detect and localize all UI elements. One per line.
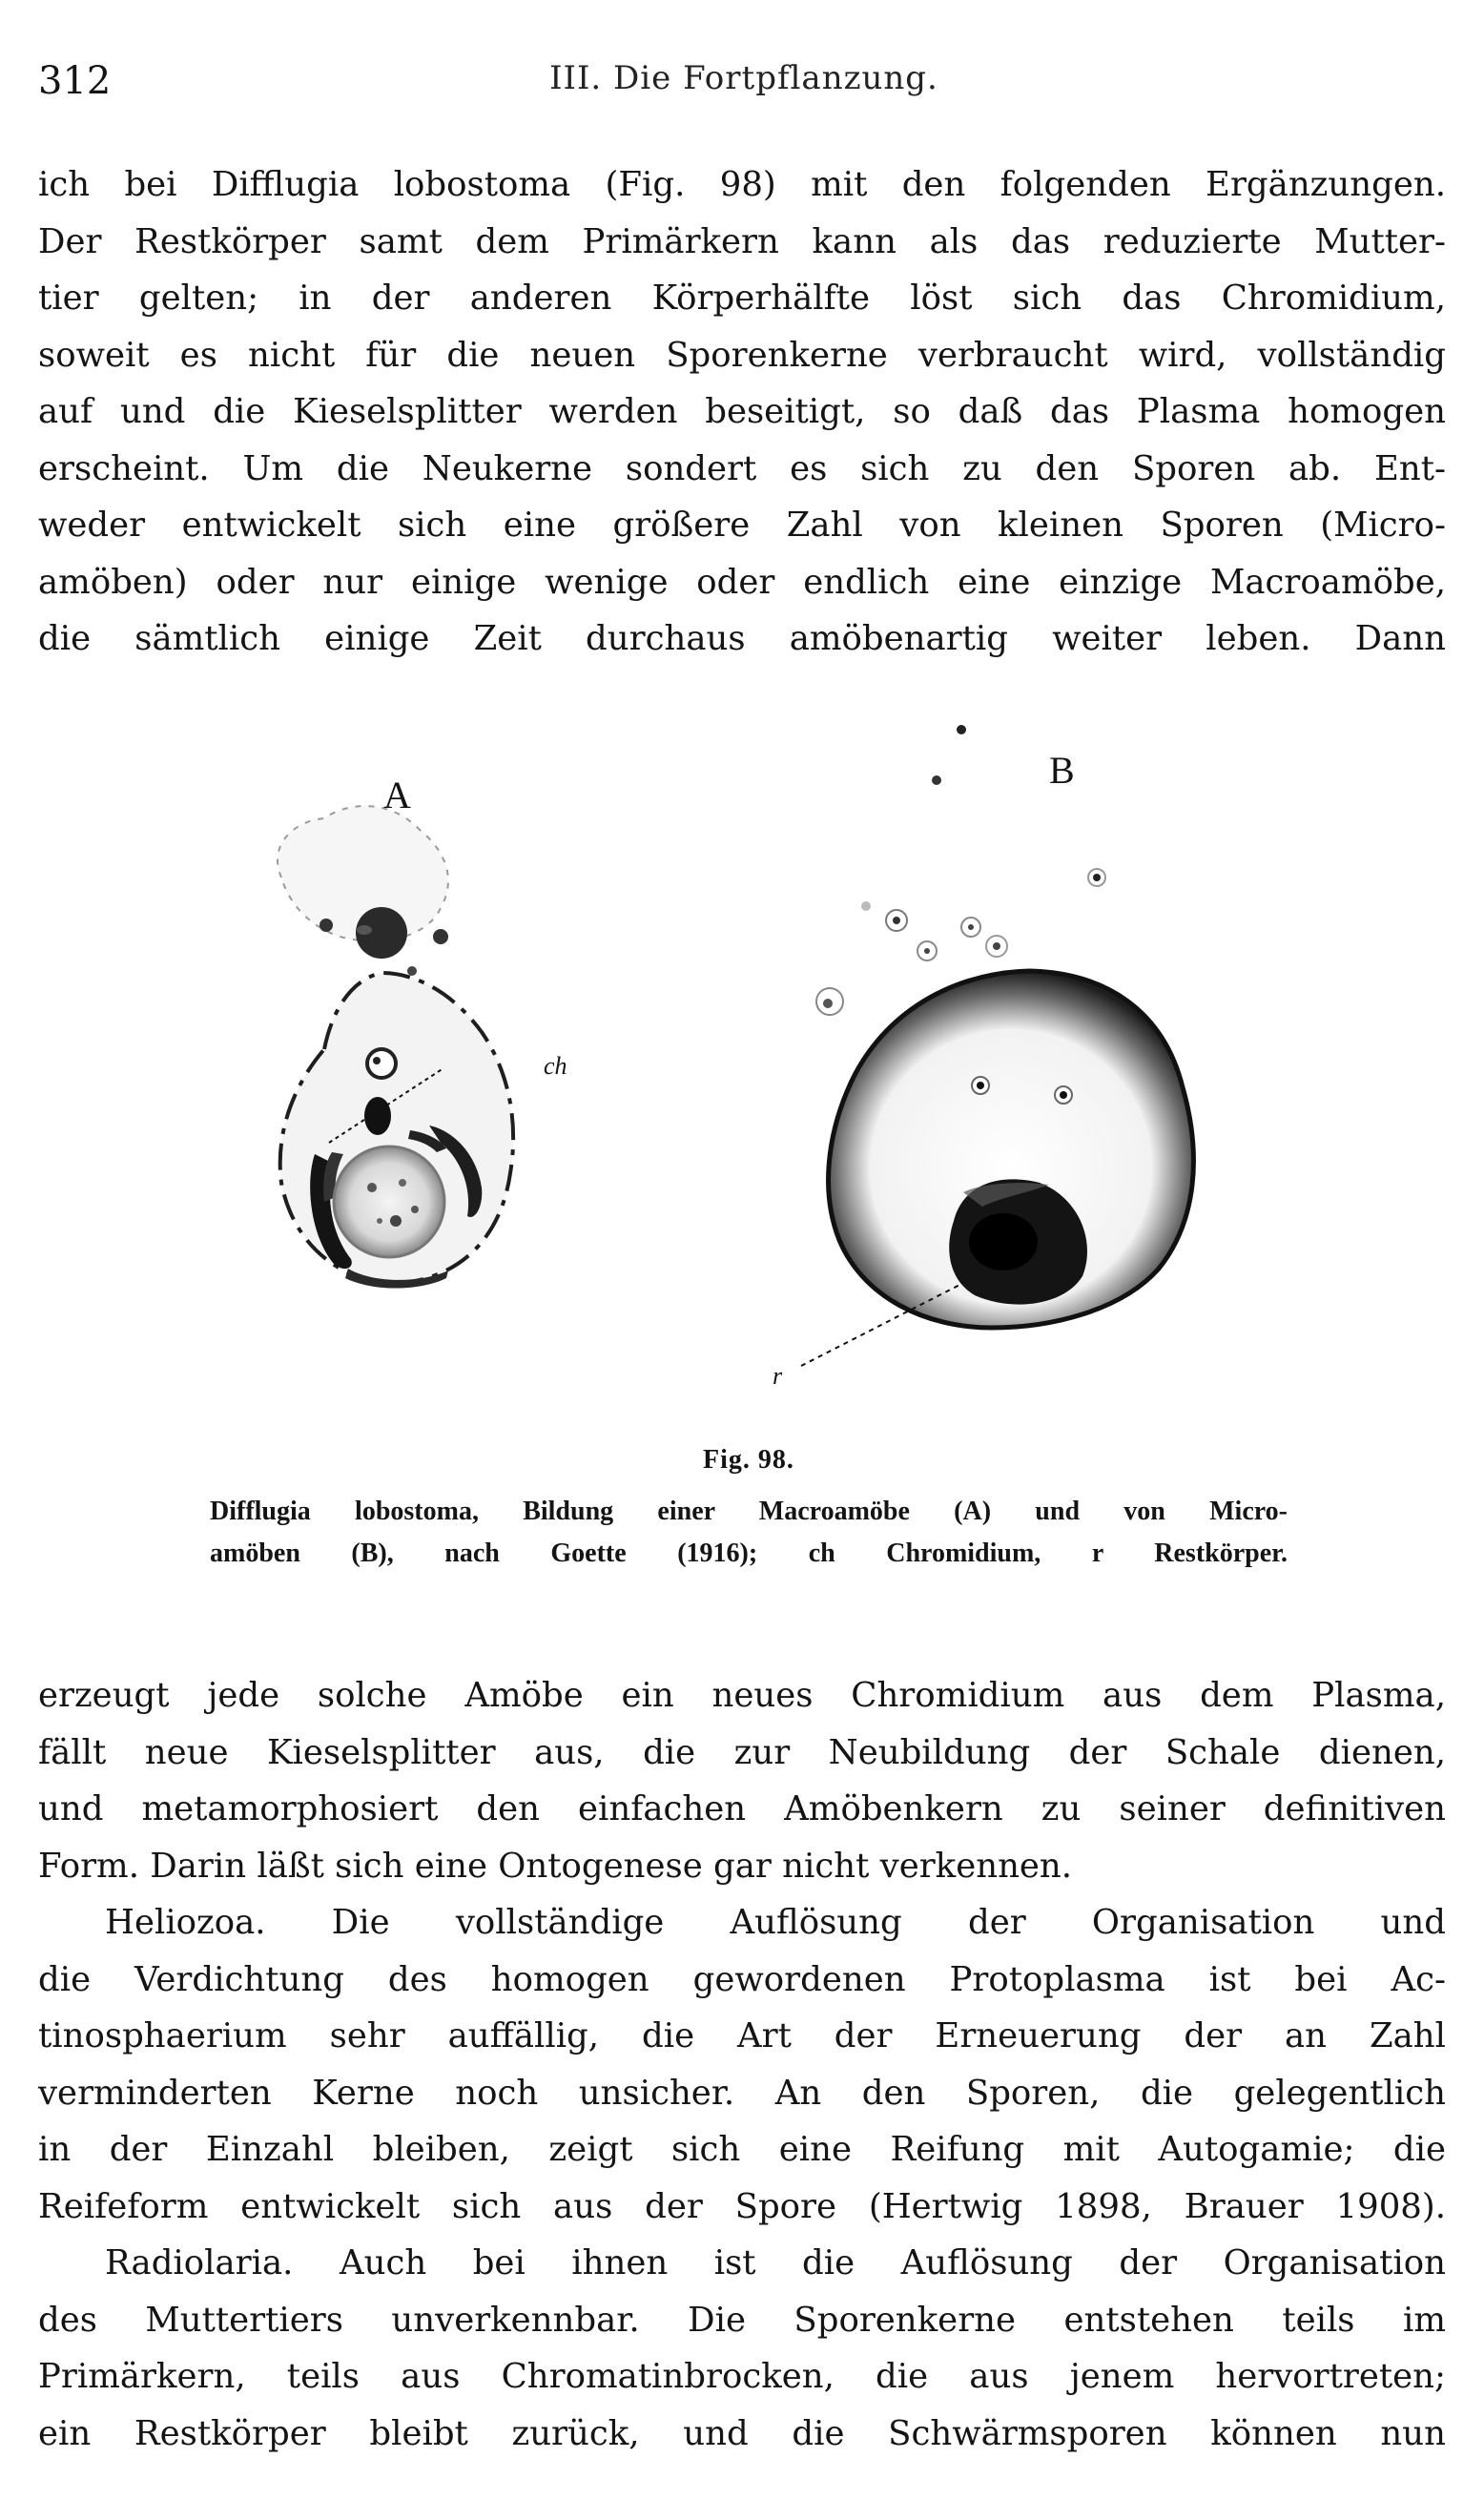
text-line: erscheint. Um die Neukerne sondert es sich zu den Sporen ab. Ent-	[38, 448, 1446, 488]
text-line: Reifeform entwickelt sich aus der Spore (Hertwig 1898, Brauer 1908).	[38, 2186, 1446, 2226]
section-heliozoa-line: Heliozoa. Die vollständige Auflösung der Organisation und	[105, 1903, 1446, 1942]
text-line: amöben) oder nur einige wenige oder endlich eine einzige Macroamöbe,	[38, 562, 1446, 602]
bottom-paragraph	[38, 1667, 1446, 2462]
text-line: die sämtlich einige Zeit durchaus amöbenartig weiter leben. Dann	[38, 619, 1446, 658]
text-line: tier gelten; in der anderen Körperhälfte löst sich das Chromidium,	[38, 279, 1446, 318]
text-line: Der Restkörper samt dem Primärkern kann als das reduzierte Mutter-	[38, 221, 1446, 261]
figure-illustration	[191, 687, 1297, 1440]
page-number: 312	[38, 59, 112, 103]
running-head: III. Die Fortpflanzung.	[549, 59, 938, 97]
text-line: ein Restkörper bleibt zurück, und die Schwärmsporen können nun	[38, 2413, 1446, 2453]
text-line: fällt neue Kieselsplitter aus, die zur Neubildung der Schale dienen,	[38, 1732, 1446, 1772]
text-line: die Verdichtung des homogen gewordenen Protoplasma ist bei Ac-	[38, 1959, 1446, 1999]
text-line: des Muttertiers unverkennbar. Die Sporenkerne entstehen teils im	[38, 2300, 1446, 2340]
panel-a-label: A	[383, 774, 411, 816]
figure-caption	[210, 1445, 1288, 1575]
label-r: r	[773, 1362, 783, 1390]
section-radiolaria-line: Radiolaria. Auch bei ihnen ist die Auflösung der Organisation	[105, 2243, 1446, 2282]
text-line: soweit es nicht für die neuen Sporenkerne verbraucht wird, vollständig	[38, 335, 1446, 375]
top-paragraph	[38, 156, 1446, 668]
text-line: auf und die Kieselsplitter werden beseitigt, so daß das Plasma homogen	[38, 392, 1446, 431]
panel-b-drawing	[801, 725, 1193, 1366]
text-line: verminderten Kerne noch unsicher. An den Sporen, die gelegentlich	[38, 2073, 1446, 2113]
text-line: weder entwickelt sich eine größere Zahl von kleinen Sporen (Micro-	[38, 506, 1446, 545]
text-line: Form. Darin läßt sich eine Ontogenese gar nicht verkennen.	[38, 1846, 1073, 1886]
caption-text	[210, 1491, 1288, 1575]
text-line: tinosphaerium sehr auffällig, die Art der Erneuerung der an Zahl	[38, 2016, 1446, 2055]
caption-line: Difflugia lobostoma, Bildung einer Macroamöbe (A) und von Micro-	[210, 1497, 1288, 1526]
label-ch: ch	[544, 1052, 567, 1080]
text-line: und metamorphosiert den einfachen Amöbenkern zu seiner definitiven	[38, 1789, 1446, 1828]
text-line: erzeugt jede solche Amöbe ein neues Chromidium aus dem Plasma,	[38, 1676, 1446, 1715]
caption-title: Fig. 98.	[703, 1445, 794, 1475]
page-header	[38, 59, 1450, 116]
text-line: Primärkern, teils aus Chromatinbrocken, die aus jenem hervortreten;	[38, 2357, 1446, 2396]
text-line: ich bei Difflugia lobostoma (Fig. 98) mit den folgenden Ergänzungen.	[38, 165, 1446, 204]
figure-98	[191, 687, 1297, 1478]
panel-b-label: B	[1049, 749, 1075, 792]
caption-line: amöben (B), nach Goette (1916); ch Chromidium, r Restkörper.	[210, 1539, 1288, 1568]
panel-a-drawing	[278, 806, 513, 1288]
text-line: in der Einzahl bleiben, zeigt sich eine Reifung mit Autogamie; die	[38, 2130, 1446, 2169]
